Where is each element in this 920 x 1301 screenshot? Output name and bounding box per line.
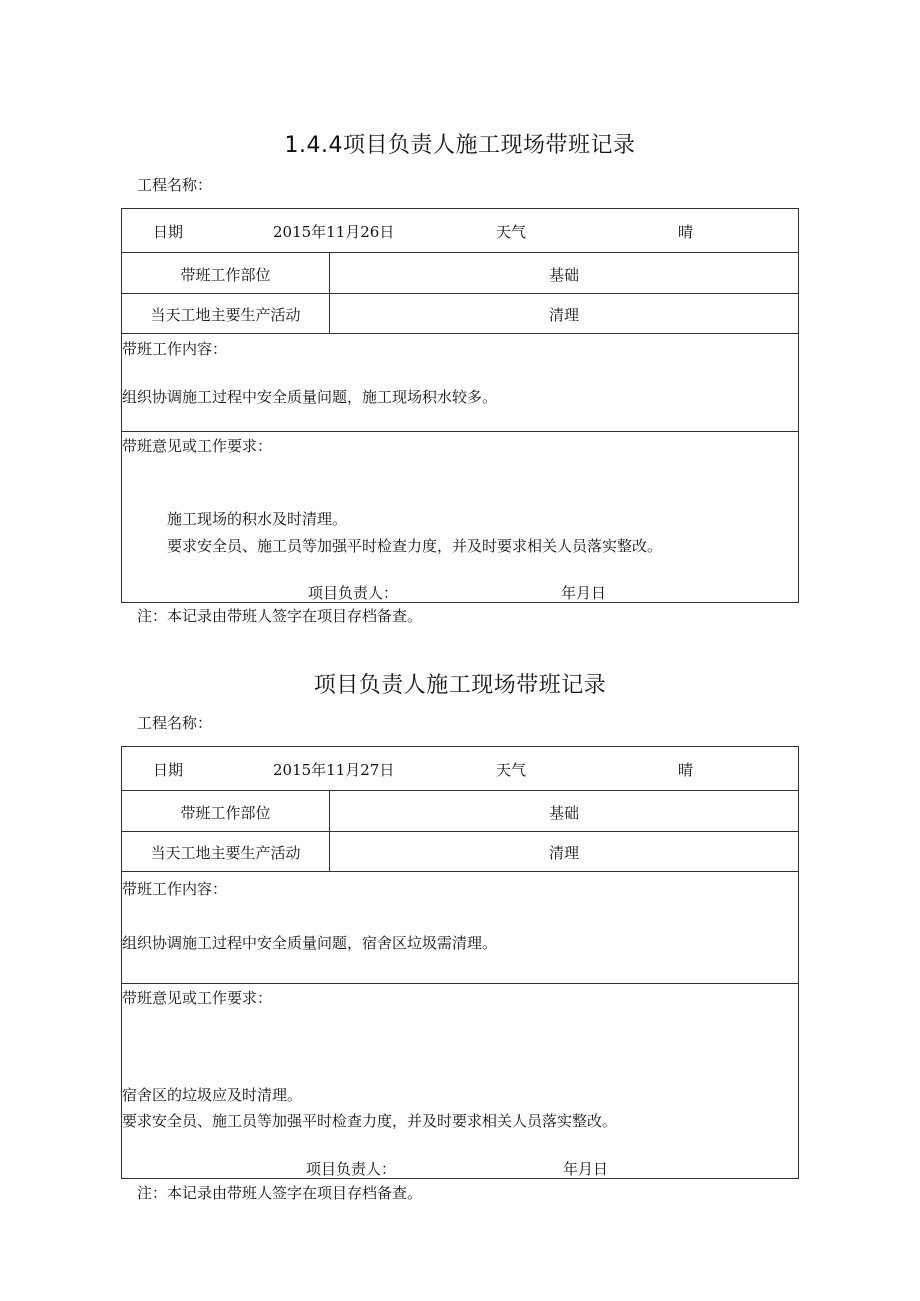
record-1-title: 1.4.4项目负责人施工现场带班记录 — [284, 133, 636, 158]
main-activity-label: 当天工地主要生产活动 — [150, 844, 301, 862]
record-2-table — [121, 746, 799, 1179]
date-value: 2015年11月26日 — [273, 223, 395, 241]
record-2-note: 注：本记录由带班人签字在项目存档备查。 — [137, 1184, 423, 1202]
main-activity-value: 清理 — [548, 844, 579, 862]
record-2-date-row — [122, 747, 798, 790]
duty-location-value: 基础 — [548, 266, 579, 284]
duty-location-label: 带班工作部位 — [180, 266, 271, 284]
record-2-work-content-row — [122, 871, 798, 983]
leader-signature-label: 项目负责人： — [306, 1160, 397, 1178]
record-1-note: 注：本记录由带班人签字在项目存档备查。 — [137, 607, 423, 625]
leader-signature-label: 项目负责人： — [308, 584, 399, 602]
work-content-label: 带班工作内容： — [122, 340, 228, 358]
record-2-duty-location-row — [122, 790, 798, 831]
sign-date-label: 年月日 — [563, 1160, 609, 1178]
opinion-line-2: 要求安全员、施工员等加强平时检查力度，并及时要求相关人员落实整改。 — [122, 1112, 618, 1130]
record-1-date-row — [122, 209, 798, 252]
work-content-text: 组织协调施工过程中安全质量问题，施工现场积水较多。 — [122, 388, 498, 406]
weather-value: 晴 — [678, 761, 694, 779]
weather-label: 天气 — [496, 223, 527, 241]
opinion-label: 带班意见或工作要求： — [122, 989, 273, 1007]
duty-location-label: 带班工作部位 — [180, 804, 271, 822]
duty-location-value: 基础 — [548, 804, 579, 822]
opinion-line-1: 施工现场的积水及时清理。 — [167, 510, 348, 528]
record-1-project-name-label: 工程名称： — [137, 176, 213, 194]
record-2-opinion-row — [122, 983, 798, 1178]
weather-value: 晴 — [678, 223, 694, 241]
work-content-label: 带班工作内容： — [122, 880, 228, 898]
record-1-duty-location-row — [122, 252, 798, 293]
weather-label: 天气 — [496, 761, 527, 779]
record-1-opinion-row — [122, 431, 798, 602]
record-1-table — [121, 208, 799, 603]
date-value: 2015年11月27日 — [273, 761, 395, 779]
record-2-main-activity-row — [122, 831, 798, 871]
opinion-label: 带班意见或工作要求： — [122, 437, 273, 455]
record-2-title: 项目负责人施工现场带班记录 — [313, 673, 607, 698]
opinion-line-1: 宿舍区的垃圾应及时清理。 — [122, 1086, 303, 1104]
main-activity-label: 当天工地主要生产活动 — [150, 306, 301, 324]
record-1-work-content-row — [122, 333, 798, 431]
opinion-line-2: 要求安全员、施工员等加强平时检查力度，并及时要求相关人员落实整改。 — [167, 537, 663, 555]
main-activity-value: 清理 — [548, 306, 579, 324]
date-label: 日期 — [153, 761, 184, 779]
record-1-main-activity-row — [122, 293, 798, 333]
date-label: 日期 — [153, 223, 184, 241]
sign-date-label: 年月日 — [561, 584, 607, 602]
record-2-project-name-label: 工程名称： — [137, 714, 213, 732]
work-content-text: 组织协调施工过程中安全质量问题，宿舍区垃圾需清理。 — [122, 934, 498, 952]
